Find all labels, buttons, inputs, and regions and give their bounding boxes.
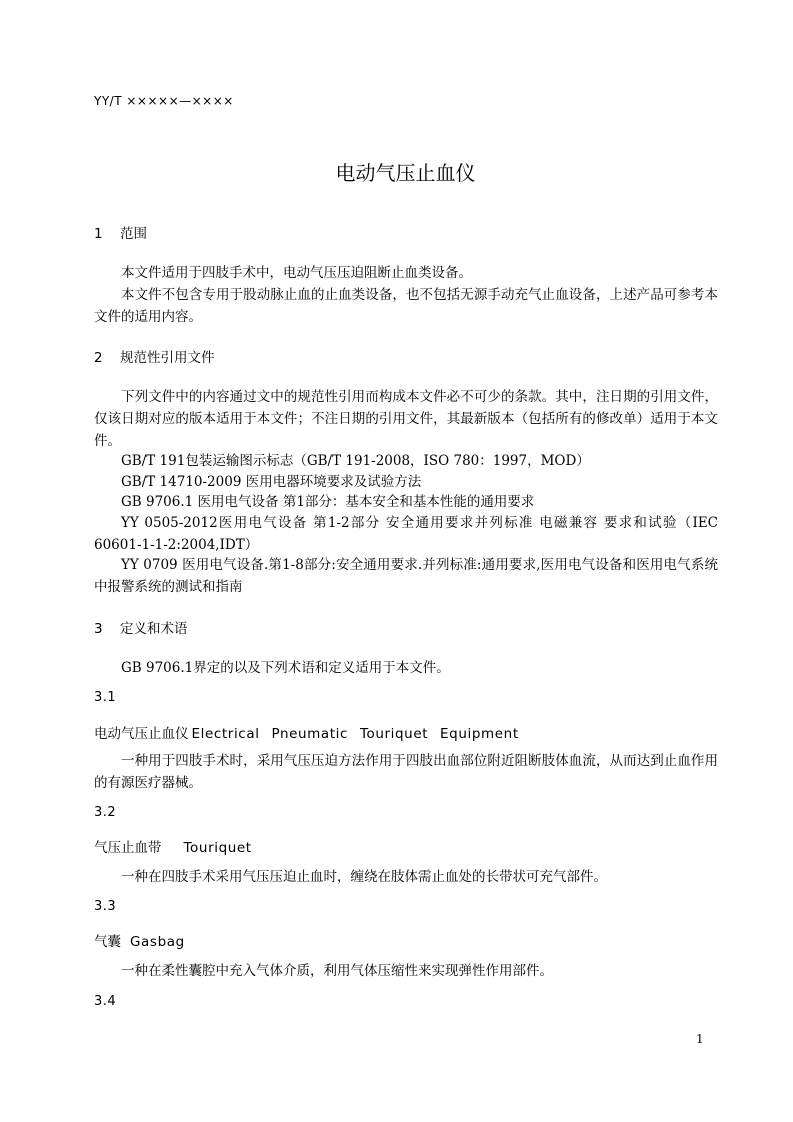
reference-gb-9706: GB 9706.1 医用电气设备 第1部分：基本安全和基本性能的通用要求 [121,494,535,510]
term-chinese: 气囊 [94,934,121,950]
term-definition: 一种在柔性囊腔中充入气体介质，利用气体压缩性来实现弹性作用部件。 [121,963,553,979]
page-number: 1 [696,1032,704,1046]
section-1-heading [94,222,147,242]
section-number: 1 [94,226,103,242]
term-english: Gasbag [130,934,185,950]
term-chinese: 电动气压止血仪 [94,726,189,742]
section-title: 范围 [120,226,147,242]
section-number: 2 [94,350,103,366]
term-heading [94,930,185,950]
document-title: 电动气压止血仪 [335,161,476,185]
scope-paragraph-1: 本文件适用于四肢手术中，电动气压压迫阻断止血类设备。 [121,265,472,281]
clause-number: 3.4 [94,994,117,1009]
clause-number: 3.2 [94,805,117,820]
term-heading [94,722,519,742]
section-2-heading [94,346,215,366]
term-english: Electrical Pneumatic Touriquet Equipment [191,726,519,742]
term-english: Touriquet [183,840,252,856]
term-definition: 一种用于四肢手术时，采用气压压迫方法作用于四肢出血部位附近阻断肢体血流，从而达到止血作用的有源医疗器械。 [94,753,718,791]
clause-number: 3.1 [94,690,117,705]
reference-yy-0505: YY 0505-2012医用电气设备 第1-2部分 安全通用要求并列标准 电磁兼容 要求和试验（IEC 60601-1-1-2:2004,IDT） [94,515,718,553]
term-definition: 一种在四肢手术采用气压压迫止血时，缠绕在肢体需止血处的长带状可充气部件。 [121,869,607,885]
reference-yy-0709: YY 0709 医用电气设备.第1-8部分:安全通用要求.并列标准:通用要求,医用电气设备和医用电气系统中报警系统的测试和指南 [94,557,718,595]
section-number: 3 [94,621,103,637]
section-title: 规范性引用文件 [120,350,215,366]
normative-intro: 下列文件中的内容通过文中的规范性引用而构成本文件必不可少的条款。其中，注日期的引用文件，仅该日期对应的版本适用于本文件；不注日期的引用文件，其最新版本（包括所有的修改单）适用于本文件。 [94,389,718,449]
term-heading [94,836,252,856]
clause-number: 3.3 [94,899,117,914]
section-3-heading [94,617,188,637]
reference-gbt-14710: GB/T 14710-2009 医用电器环境要求及试验方法 [121,474,422,490]
section-title: 定义和术语 [120,621,188,637]
definitions-intro: GB 9706.1界定的以及下列术语和定义适用于本文件。 [121,660,450,676]
scope-paragraph-2: 本文件不包含专用于股动脉止血的止血类设备，也不包括无源手动充气止血设备，上述产品可参考本文件的适用内容。 [94,287,718,325]
reference-gbt-191: GB/T 191包装运输图示标志（GB/T 191-2008，ISO 780：1997，MOD） [121,453,590,469]
term-chinese: 气压止血带 [94,840,162,856]
standard-code-header: YY/T ×××××—×××× [94,94,234,108]
